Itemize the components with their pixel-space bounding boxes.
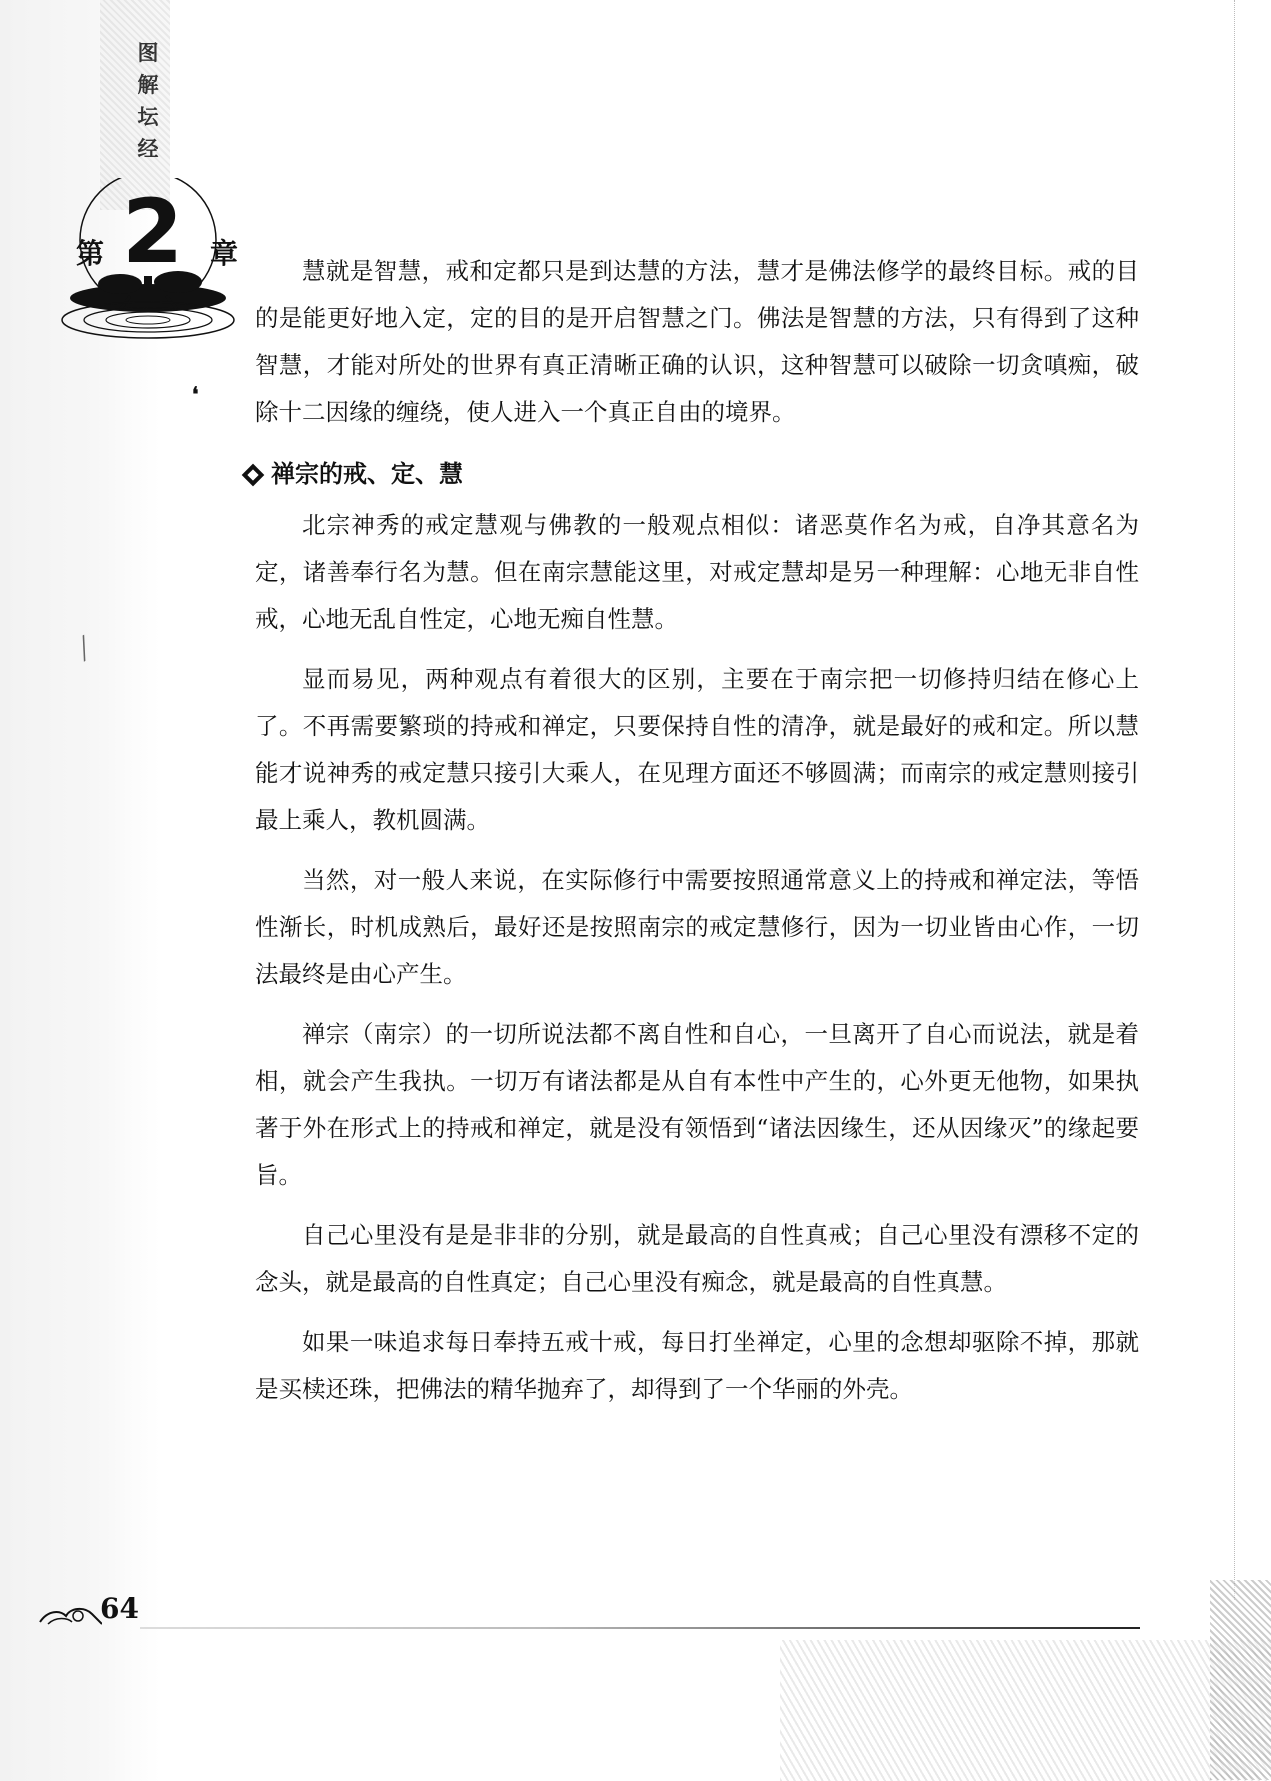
paragraph: 显而易见，两种观点有着很大的区别，主要在于南宗把一切修持归结在修心上了。不再需要繁琐的持戒和禅定，只要保持自性的清净，就是最好的戒和定。所以慧能才说神秀的戒定慧只接引大乘人，在见理方面还不够圆满；而南宗的戒定慧则接引最上乘人，教机圆满。 [255,665,1139,834]
body-text [255,248,1139,1426]
chapter-badge [60,178,260,368]
book-title-vertical [136,40,160,162]
section-heading-text: 禅宗的戒、定、慧 [271,460,463,488]
paragraph: 禅宗（南宗）的一切所说法都不离自性和自心，一旦离开了自心而说法，就是着相，就会产生我执。一切万有诸法都是从自有本性中产生的，心外更无他物，如果执著于外在形式上的持戒和禅定，就是没有领悟到“诸法因缘生，还从因缘灭”的缘起要旨。 [255,1020,1139,1189]
scan-mark: ❛ [192,382,199,406]
scan-noise-bottom [780,1640,1271,1781]
book-title-char: 经 [137,137,159,161]
chapter-prefix: 第 [76,237,105,270]
paragraph: 当然，对一般人来说，在实际修行中需要按照通常意义上的持戒和禅定法，等悟性渐长，时机成熟后，最好还是按照南宗的戒定慧修行，因为一切业皆由心作，一切法最终是由心产生。 [255,866,1139,988]
paragraph: 北宗神秀的戒定慧观与佛教的一般观点相似：诸恶莫作名为戒，自净其意名为定，诸善奉行名为慧。但在南宗慧能这里，对戒定慧却是另一种理解：心地无非自性戒，心地无乱自性定，心地无痴自性慧。 [255,511,1139,633]
scan-noise-right [1210,1580,1271,1780]
book-title-char: 图 [137,41,159,65]
book-title-char: 解 [137,73,159,97]
paragraph: 自己心里没有是是非非的分别，就是最高的自性真戒；自己心里没有漂移不定的念头，就是最高的自性真定；自己心里没有痴念，就是最高的自性真慧。 [255,1221,1139,1296]
footer-rule [140,1627,1140,1629]
chapter-suffix: 章 [210,237,239,270]
page-number: 64 [100,1592,139,1625]
intro-paragraph: 慧就是智慧，戒和定都只是到达慧的方法，慧才是佛法修学的最终目标。戒的目的是能更好地入定，定的目的是开启智慧之门。佛法是智慧的方法，只有得到了这种智慧，才能对所处的世界有真正清晰正确的认识，这种智慧可以破除一切贪嗔痴，破除十二因缘的缠绕，使人进入一个真正自由的境界。 [255,257,1139,426]
scan-dotted-line [1234,0,1235,1600]
book-title-char: 坛 [137,105,159,129]
cloud-ornament-icon [38,1600,102,1630]
paragraph: 如果一味追求每日奉持五戒十戒，每日打坐禅定，心里的念想却驱除不掉，那就是买椟还珠，把佛法的精华抛弃了，却得到了一个华丽的外壳。 [255,1328,1139,1403]
scan-mark: ╱ [72,634,96,662]
section-heading [245,451,1139,498]
chapter-number: 2 [122,180,184,283]
diamond-bullet-icon [242,463,265,486]
